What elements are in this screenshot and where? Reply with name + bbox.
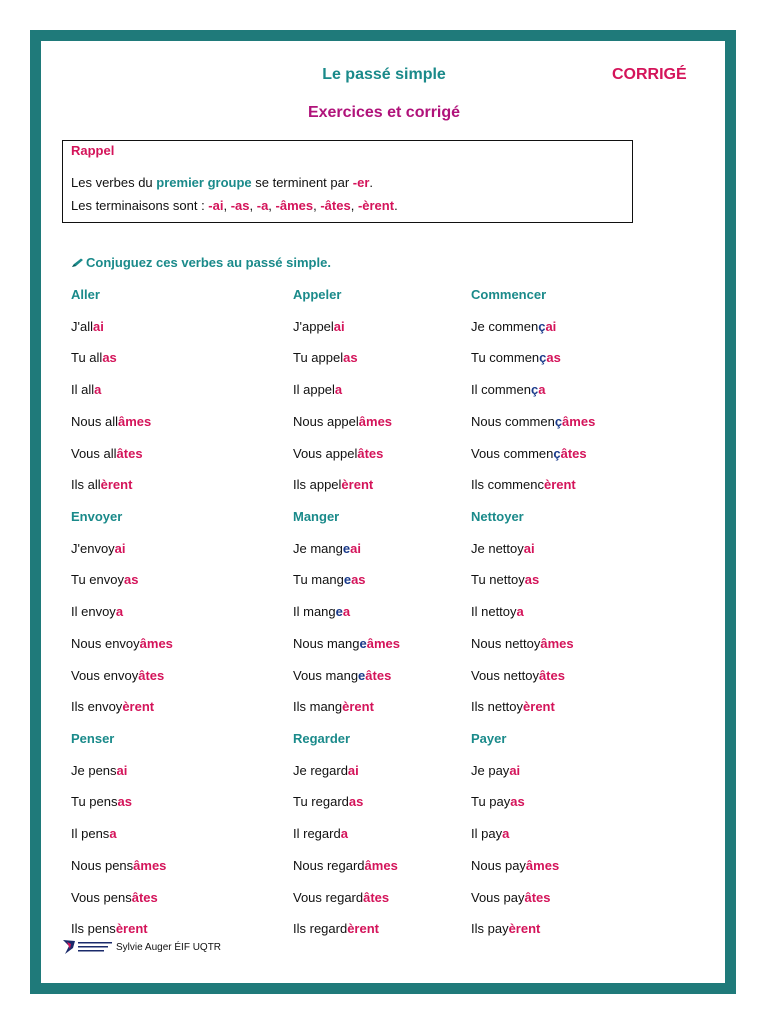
- form-stem: Vous regard: [293, 889, 364, 905]
- rappel-title: Rappel: [71, 143, 115, 158]
- school-logo-icon: [62, 938, 114, 956]
- rappel-text: Les verbes du: [71, 175, 157, 190]
- form-ending: a: [340, 826, 348, 842]
- form-stem: Ils appel: [293, 477, 342, 493]
- rappel-text: .: [369, 175, 374, 190]
- conjugation-form: [471, 890, 551, 905]
- form-stem: Vous mang: [293, 667, 359, 683]
- form-stem: Nous envoy: [71, 635, 140, 651]
- form-ending: âmes: [366, 635, 400, 651]
- form-ending: a: [94, 382, 102, 398]
- verb-heading: Payer: [471, 731, 507, 746]
- form-stem-change: e: [343, 572, 352, 588]
- form-stem: Nous all: [71, 413, 118, 429]
- conjugation-form: [71, 890, 158, 905]
- form-stem: Ils envoy: [71, 699, 123, 715]
- form-stem: Ils regard: [293, 921, 348, 937]
- conjugation-form: [293, 414, 392, 429]
- form-stem: Je nettoy: [471, 540, 524, 556]
- rappel-ending: -âtes: [320, 198, 351, 213]
- conjugation-form: [293, 541, 361, 556]
- form-ending: âtes: [131, 889, 158, 905]
- form-ending: èrent: [115, 921, 148, 937]
- form-ending: ai: [114, 540, 126, 556]
- form-stem: Il envoy: [71, 604, 116, 620]
- form-stem: Tu regard: [293, 794, 349, 810]
- form-stem: Il commen: [471, 382, 531, 398]
- verb-heading: Regarder: [293, 731, 351, 746]
- form-ending: a: [109, 826, 117, 842]
- conjugation-form: [71, 414, 151, 429]
- conjugation-form: [71, 699, 154, 714]
- conjugation-form: [293, 826, 348, 841]
- conjugation-form: [71, 319, 104, 334]
- form-ending: as: [348, 794, 364, 810]
- form-stem: Ils commenc: [471, 477, 544, 493]
- form-ending: âtes: [365, 667, 392, 683]
- conjugation-form: [71, 572, 138, 587]
- form-stem: Nous pens: [71, 857, 134, 873]
- conjugation-form: [293, 921, 379, 936]
- form-ending: âtes: [138, 667, 165, 683]
- form-stem-change: e: [359, 635, 367, 651]
- form-stem: Tu pens: [71, 794, 118, 810]
- corrige-badge: CORRIGÉ: [612, 66, 687, 83]
- form-ending: âmes: [562, 413, 596, 429]
- form-stem: Ils all: [71, 477, 101, 493]
- conjugation-form: [471, 699, 555, 714]
- rappel-suffix: -er: [352, 175, 370, 190]
- verb-heading: Penser: [71, 731, 115, 746]
- form-stem: Je pens: [71, 762, 117, 778]
- form-stem: Vous nettoy: [471, 667, 539, 683]
- conjugation-form: [293, 446, 383, 461]
- form-ending: as: [546, 350, 561, 366]
- rappel-ending: -a: [256, 198, 269, 213]
- form-stem-change: ç: [539, 350, 547, 366]
- form-stem: Il pay: [471, 826, 503, 842]
- form-stem: Vous all: [71, 445, 117, 461]
- conjugation-form: [293, 763, 359, 778]
- conjugation-form: [71, 921, 148, 936]
- conjugation-form: [471, 319, 556, 334]
- form-ending: èrent: [347, 921, 379, 937]
- rappel-group: premier groupe: [156, 175, 252, 190]
- rappel-ending: -èrent: [357, 198, 395, 213]
- conjugation-form: [471, 604, 524, 619]
- form-ending: a: [538, 382, 546, 398]
- form-stem: Nous commen: [471, 413, 555, 429]
- form-stem: Ils mang: [293, 699, 343, 715]
- conjugation-form: [71, 350, 117, 365]
- conjugation-form: [71, 382, 101, 397]
- conjugation-form: [471, 446, 587, 461]
- form-stem: Ils pens: [71, 921, 116, 937]
- conjugation-form: [71, 477, 132, 492]
- conjugation-form: [471, 572, 539, 587]
- rappel-box: [62, 140, 633, 223]
- form-ending: a: [516, 604, 524, 620]
- conjugation-form: [71, 794, 132, 809]
- form-ending: as: [102, 350, 117, 366]
- conjugation-form: [471, 541, 535, 556]
- form-stem: Je commen: [471, 318, 539, 334]
- conjugation-form: [293, 636, 400, 651]
- conjugation-form: [293, 890, 389, 905]
- form-ending: âtes: [357, 445, 384, 461]
- form-stem: Il appel: [293, 382, 335, 398]
- conjugation-form: [71, 826, 117, 841]
- rappel-text: se terminent par: [251, 175, 353, 190]
- form-ending: èrent: [508, 921, 541, 937]
- rappel-line-2: Les terminaisons sont : -ai, -as, -a, -âmes, -âtes, -èrent.: [71, 198, 398, 213]
- form-ending: a: [334, 382, 343, 398]
- form-stem: Il pens: [71, 826, 110, 842]
- form-stem: Tu appel: [293, 350, 344, 366]
- form-stem: Ils nettoy: [471, 699, 524, 715]
- conjugation-form: [293, 604, 350, 619]
- form-stem: Tu all: [71, 350, 103, 366]
- form-ending: ai: [523, 540, 535, 556]
- verb-heading: Appeler: [293, 287, 342, 302]
- form-ending: a: [115, 604, 124, 620]
- form-ending: ai: [347, 762, 359, 778]
- form-stem: Vous appel: [293, 445, 358, 461]
- form-ending: ai: [93, 318, 104, 334]
- rappel-line-1: [71, 175, 373, 190]
- form-stem: Tu commen: [471, 350, 540, 366]
- footer-author: Sylvie Auger ÉIF UQTR: [116, 941, 222, 953]
- form-ending: âtes: [560, 445, 587, 461]
- instruction-text: Conjuguez ces verbes au passé simple.: [86, 255, 331, 270]
- form-stem: Il regard: [293, 826, 341, 842]
- form-ending: as: [117, 794, 132, 810]
- conjugation-form: [471, 763, 520, 778]
- form-stem: Ils pay: [471, 921, 509, 937]
- form-ending: èrent: [122, 699, 155, 715]
- form-stem-change: ç: [554, 413, 563, 429]
- conjugation-form: [71, 604, 123, 619]
- conjugation-form: [471, 350, 561, 365]
- verb-heading: Envoyer: [71, 509, 123, 524]
- form-stem: Nous regard: [293, 857, 365, 873]
- form-ending: a: [502, 826, 510, 842]
- page-subtitle: Exercices et corrigé: [307, 104, 461, 121]
- conjugation-form: [71, 858, 166, 873]
- form-stem: J'envoy: [71, 540, 115, 556]
- rappel-ending: -as: [230, 198, 250, 213]
- form-stem: Nous appel: [293, 413, 359, 429]
- verb-heading: Aller: [71, 287, 100, 302]
- conjugation-form: [293, 794, 363, 809]
- form-stem: Je regard: [293, 762, 348, 778]
- form-stem: Vous pens: [71, 889, 132, 905]
- exercise-instruction: [71, 255, 331, 270]
- form-stem: Tu pay: [471, 794, 511, 810]
- form-ending: âtes: [538, 667, 565, 683]
- form-ending: âmes: [358, 413, 393, 429]
- form-stem-change: ç: [538, 318, 546, 334]
- form-ending: âtes: [116, 445, 143, 461]
- conjugation-form: [71, 541, 126, 556]
- form-stem: Tu mang: [293, 572, 344, 588]
- form-stem-change: ç: [530, 382, 539, 398]
- form-ending: a: [342, 604, 351, 620]
- form-stem: Il all: [71, 382, 95, 398]
- conjugation-form: [293, 858, 398, 873]
- conjugation-form: [471, 477, 576, 492]
- form-ending: as: [351, 572, 366, 588]
- form-stem-change: e: [358, 667, 366, 683]
- form-ending: âmes: [525, 857, 560, 873]
- form-stem: Tu nettoy: [471, 572, 525, 588]
- pencil-icon: [71, 258, 84, 268]
- form-ending: ai: [350, 540, 361, 556]
- conjugation-form: [293, 572, 366, 587]
- rappel-text: Les terminaisons sont :: [71, 198, 209, 213]
- conjugation-form: [71, 763, 127, 778]
- form-ending: âmes: [133, 857, 167, 873]
- form-ending: ai: [116, 762, 128, 778]
- form-stem: Il mang: [293, 604, 336, 620]
- conjugation-form: [471, 382, 545, 397]
- verb-heading: Manger: [293, 509, 340, 524]
- form-ending: èrent: [543, 477, 576, 493]
- form-ending: ai: [333, 318, 345, 334]
- conjugation-form: [471, 858, 559, 873]
- conjugation-form: [471, 668, 565, 683]
- conjugation-form: [293, 668, 391, 683]
- form-stem: J'all: [71, 318, 93, 334]
- form-stem: Vous envoy: [71, 667, 139, 683]
- form-ending: âtes: [363, 889, 390, 905]
- form-ending: as: [343, 350, 358, 366]
- form-stem-change: e: [335, 604, 343, 620]
- form-stem: Tu envoy: [71, 572, 124, 588]
- form-stem: Je pay: [471, 762, 510, 778]
- conjugation-form: [293, 350, 358, 365]
- form-stem: Vous pay: [471, 889, 525, 905]
- form-stem: Nous pay: [471, 857, 526, 873]
- form-ending: as: [524, 572, 540, 588]
- rappel-ending: -ai: [208, 198, 224, 213]
- conjugation-form: [471, 636, 574, 651]
- form-stem: J'appel: [293, 318, 334, 334]
- conjugation-form: [71, 446, 143, 461]
- footer: [62, 938, 221, 956]
- form-ending: ai: [545, 318, 557, 334]
- form-ending: ai: [509, 762, 521, 778]
- form-stem: Il nettoy: [471, 604, 517, 620]
- form-ending: èrent: [100, 477, 133, 493]
- conjugation-form: [71, 636, 173, 651]
- form-stem-change: e: [342, 540, 351, 556]
- verb-heading: Nettoyer: [471, 509, 524, 524]
- rappel-ending: -âmes: [275, 198, 314, 213]
- form-ending: âmes: [364, 857, 398, 873]
- conjugation-form: [293, 699, 374, 714]
- form-ending: âmes: [117, 413, 152, 429]
- form-ending: èrent: [523, 699, 555, 715]
- page-title: Le passé simple: [322, 66, 446, 83]
- conjugation-form: [71, 668, 164, 683]
- conjugation-form: [471, 794, 525, 809]
- form-ending: as: [124, 572, 139, 588]
- form-stem-change: ç: [553, 445, 561, 461]
- form-stem: Je mang: [293, 540, 343, 556]
- conjugation-form: [293, 319, 345, 334]
- conjugation-form: [471, 921, 540, 936]
- form-stem: Vous commen: [471, 445, 554, 461]
- form-ending: âmes: [540, 635, 574, 651]
- form-ending: âtes: [524, 889, 551, 905]
- form-ending: as: [510, 794, 525, 810]
- form-ending: èrent: [342, 699, 374, 715]
- conjugation-form: [471, 414, 595, 429]
- form-ending: èrent: [341, 477, 374, 493]
- rappel-text: .: [394, 198, 398, 213]
- form-ending: âmes: [139, 635, 173, 651]
- conjugation-form: [471, 826, 509, 841]
- conjugation-form: [293, 382, 342, 397]
- form-stem: Nous nettoy: [471, 635, 541, 651]
- conjugation-form: [293, 477, 373, 492]
- form-stem: Nous mang: [293, 635, 360, 651]
- verb-heading: Commencer: [471, 287, 547, 302]
